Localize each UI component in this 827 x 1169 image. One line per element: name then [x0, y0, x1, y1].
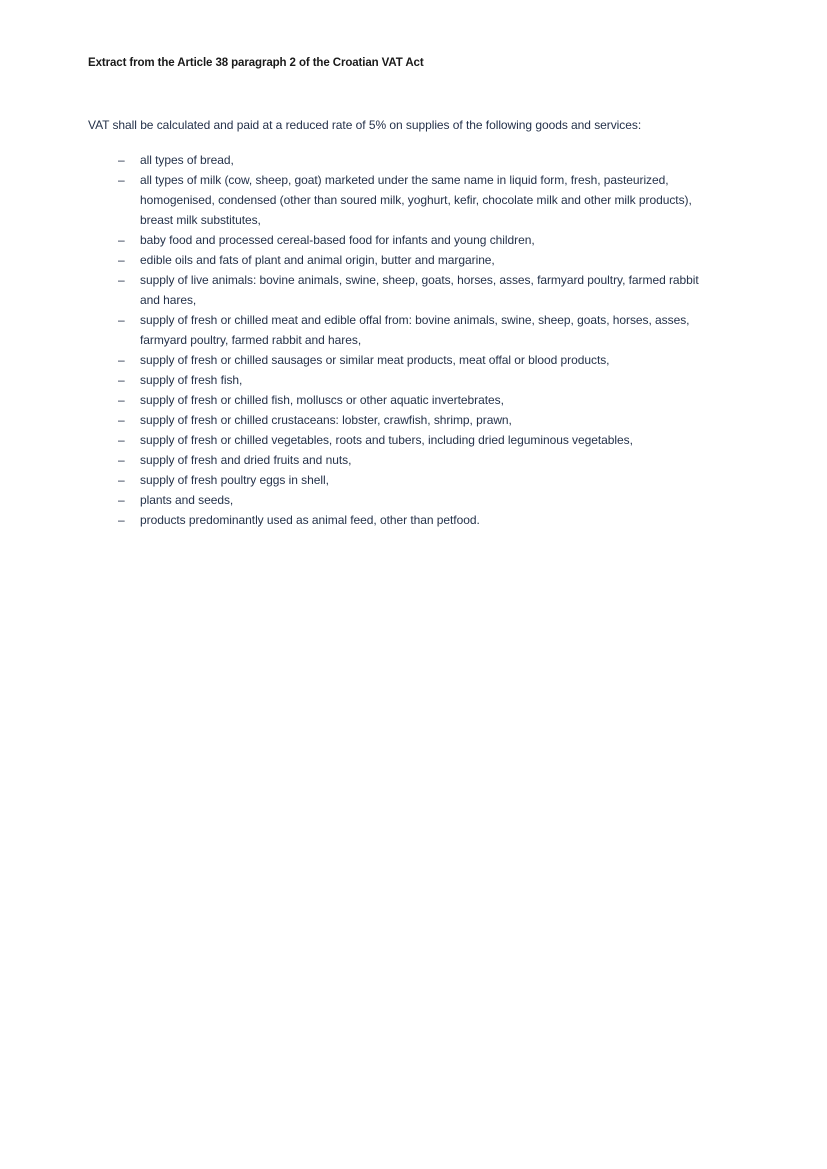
list-item-label: all types of bread, [140, 153, 234, 167]
list-bullet-dash-icon: – [118, 253, 125, 267]
list-item-label: supply of fresh poultry eggs in shell, [140, 473, 329, 487]
list-bullet-dash-icon: – [118, 493, 125, 507]
list-item-label: supply of fresh or chilled vegetables, roots and tubers, including dried leguminous vegetables, [140, 433, 633, 447]
list-item [88, 370, 712, 390]
list-bullet-dash-icon: – [118, 413, 125, 427]
list-bullet-dash-icon: – [118, 393, 125, 407]
list-item [88, 350, 712, 370]
list-bullet-dash-icon: – [118, 453, 125, 467]
list-item [88, 450, 712, 470]
list-item-label: baby food and processed cereal-based food for infants and young children, [140, 233, 535, 247]
list-item [88, 390, 712, 410]
intro-paragraph: VAT shall be calculated and paid at a reduced rate of 5% on supplies of the following goods and services: [88, 118, 642, 132]
list-bullet-dash-icon: – [118, 353, 125, 367]
list-item [88, 470, 712, 490]
page-title: Extract from the Article 38 paragraph 2 of the Croatian VAT Act [88, 57, 424, 69]
list-item-label: all types of milk (cow, sheep, goat) marketed under the same name in liquid form, fresh, pasteurized, homogenised, condensed (other than soured milk, yoghurt, kefir, chocolate milk and other milk products), breast milk substitutes, [140, 173, 692, 227]
list-bullet-dash-icon: – [118, 513, 125, 527]
list-item [88, 490, 712, 510]
list-item [88, 270, 712, 310]
list-item-label: supply of fresh fish, [140, 373, 243, 387]
list-bullet-dash-icon: – [118, 473, 125, 487]
list-bullet-dash-icon: – [118, 233, 125, 247]
list-bullet-dash-icon: – [118, 373, 125, 387]
list-item-label: supply of fresh or chilled crustaceans: lobster, crawfish, shrimp, prawn, [140, 413, 512, 427]
list-item [88, 170, 712, 230]
list-item [88, 430, 712, 450]
list-item-label: edible oils and fats of plant and animal origin, butter and margarine, [140, 253, 495, 267]
list-bullet-dash-icon: – [118, 173, 125, 187]
document-content [88, 0, 712, 530]
list-item-label: supply of fresh or chilled sausages or similar meat products, meat offal or blood products, [140, 353, 610, 367]
list-item-label: plants and seeds, [140, 493, 234, 507]
list-item-label: supply of live animals: bovine animals, swine, sheep, goats, horses, asses, farmyard poultry, farmed rabbit and hares, [140, 273, 699, 307]
list-item [88, 230, 712, 250]
list-bullet-dash-icon: – [118, 433, 125, 447]
list-item-label: products predominantly used as animal feed, other than petfood. [140, 513, 480, 527]
list-item [88, 310, 712, 350]
list-item [88, 410, 712, 430]
list-item [88, 250, 712, 270]
reduced-rate-goods-list [88, 135, 712, 530]
list-item [88, 510, 712, 530]
list-item-label: supply of fresh or chilled fish, molluscs or other aquatic invertebrates, [140, 393, 504, 407]
list-item-label: supply of fresh and dried fruits and nuts, [140, 453, 352, 467]
list-item [88, 150, 712, 170]
list-bullet-dash-icon: – [118, 273, 125, 287]
list-item-label: supply of fresh or chilled meat and edible offal from: bovine animals, swine, sheep, goats, horses, asses, farmyard poultry, farmed rabbit and hares, [140, 313, 690, 347]
list-bullet-dash-icon: – [118, 313, 125, 327]
list-bullet-dash-icon: – [118, 153, 125, 167]
